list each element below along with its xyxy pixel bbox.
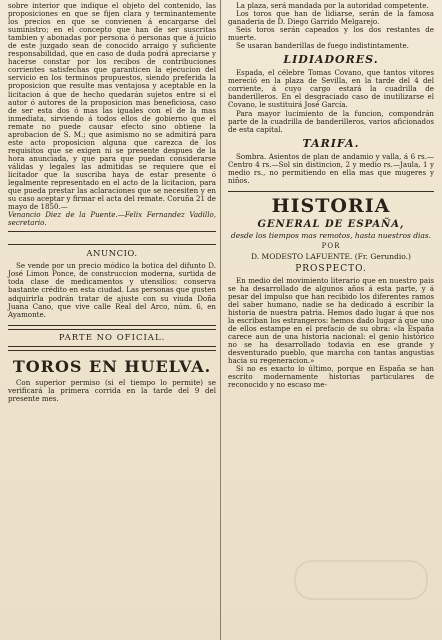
banderillas-text: Se usaran banderillas de fuego indistintamente. [236, 41, 409, 51]
lidiadores-heading: LIDIADORES. [283, 53, 379, 67]
notice-signature: Venancio Diez de la Puente.—Felix Fernandez Vadillo, secretario. [8, 210, 216, 228]
column-divider [220, 0, 221, 640]
historia-title: HISTORIA [271, 194, 391, 217]
toros-capeados-text: Seis toros serán capeados y los dos restantes de muerte. [228, 25, 434, 43]
divider [228, 191, 434, 192]
toros-heading: TOROS EN HUELVA. [12, 356, 212, 376]
section-divider [8, 325, 216, 330]
author-name: D. MODESTO LAFUENTE. (Fr. Gerundio.) [251, 251, 411, 261]
divider [8, 231, 216, 232]
historia-subtitle: GENERAL DE ESPAÑA, [257, 218, 405, 230]
auction-notice-text: sobre interior que indique el objeto del contenido, las proposiciones en que se fijen clara y terminantemente los precios en que se convienen á encargarse del suministro; en el concepto que han de ser suscritas tambien y abonadas por persona ó personas que á juicio de este juzgado sean de conocido arraigo y suficiente responsabilidad, que en caso de duda podrá apreciarse y hacerse constar por los recibos de contribuciones corrientes satisfechas que garanticen la ejecucion del servicio en los terminos propuestos, siendo preferida la proposicion que resulte mas ventajosa y aceptable en la licitacion á que de hecho quedarán sujetos entre si el autor ó autores de la proposicion mas beneficiosa, caso de ser esta dos ó mas las iguales con el de la mas inmediata, sirviendo á todos ellos de gobierno que el remate no puede causar efecto sino obtiene la aprobacion de S. M.; que asimismo no se admitirá para este acto proposicion alguna que carezca de los requisitos que se exigen ni se presente despues de la hora anunciada, y que para que puedan considerarse válidas y legales las admitidas se requiere que el licitador que la suscriba haya de estar presente ó legalmente representado en el acto de la licitacion, para que pueda prestar las aclaraciones que se necesiten y en su caso aceptar y firmar el acta del remate. Coruña 21 de mayo de 1850.— [8, 1, 216, 212]
lidiadores-text-2: Para mayor lucimiento de la funcion, compondrán parte de la cuadrilla de banderilleros, varios aficionados de esta capital. [228, 108, 434, 134]
tarifa-heading: TARIFA. [302, 136, 360, 150]
anuncio-heading: ANUNCIO. [86, 249, 138, 260]
prospecto-heading: PROSPECTO. [295, 263, 367, 274]
section-divider [8, 346, 216, 351]
library-stamp [294, 560, 428, 600]
plaza-text: La plaza, será mandada por la autoridad competente. [236, 1, 429, 10]
prospecto-text: En medio del movimiento literario que en nuestro pais se ha desarrollado de algunos años á esta parte, y á pesar del impulso que han recibido los diferentes ramos del saber humano, nadie se ha dedicado á escribir la historia de nuestra patria. Hemos dado lugar á que nos la escriban los estrangeros: hemos dado lugar á que uno de ellos estampe en el prefacio de su obra: «la España carece aun de una historia nacional: el genio histórico no se ha desarrollado todavia en ese grande y desventurado pueblo, que marcha con tantas angustias hacia su regeneracion.» [228, 275, 434, 366]
toros-ganaderia-text: Los toros que han de lidiarse, serán de la famosa ganaderia de D. Diego Garrido Melgarejo. [228, 9, 434, 27]
toros-text: Con superior permiso (si el tiempo lo permite) se verificará la primera corrida en la tarde del 9 del presente mes. [8, 377, 216, 403]
left-column [8, 0, 216, 403]
prospecto-text-2: Si no es exacto lo último, porque en España se han escrito modernamente historias particulares de reconocido y no escaso me- [228, 364, 434, 390]
lidiadores-text: Espada, el célebre Tomas Covano, que tantos vitores mereció en la plaza de Sevilla, en la tarde del 4 del corriente, á cuyo cargo estará la cuadrilla de banderilleros. En el desgraciado caso de inutilizarse el Covano, le sustituirá José García. [228, 68, 434, 110]
historia-description: desde los tiempos mas remotos, hasta nuestros dias. [230, 230, 432, 240]
anuncio-text: Se vende por un precio módico la botica del difunto D. José Limon Ponce, de construccion moderna, surtida de toda clase de medicamentos y utensilios: conserva bastante crédito en esta ciudad. Las personas que gusten adquirirla podrán tratar de ajuste con su viuda Doña Juana Cano, que vive calle Real del Arco, núm. 6, en Ayamonte. [8, 261, 216, 319]
por-label: POR [321, 241, 341, 250]
right-column [228, 0, 434, 390]
parte-no-oficial-label: PARTE NO OFICIAL. [58, 332, 166, 343]
tarifa-text: Sombra. Asientos de plan de andamio y valla, á 6 rs.—Centro 4 rs.—Sol sin distincion, 2 y medio rs.—Jaula, 1 y medio rs., no permitiendo en ella mas que mugeres y niños. [228, 151, 434, 185]
divider [8, 244, 216, 245]
